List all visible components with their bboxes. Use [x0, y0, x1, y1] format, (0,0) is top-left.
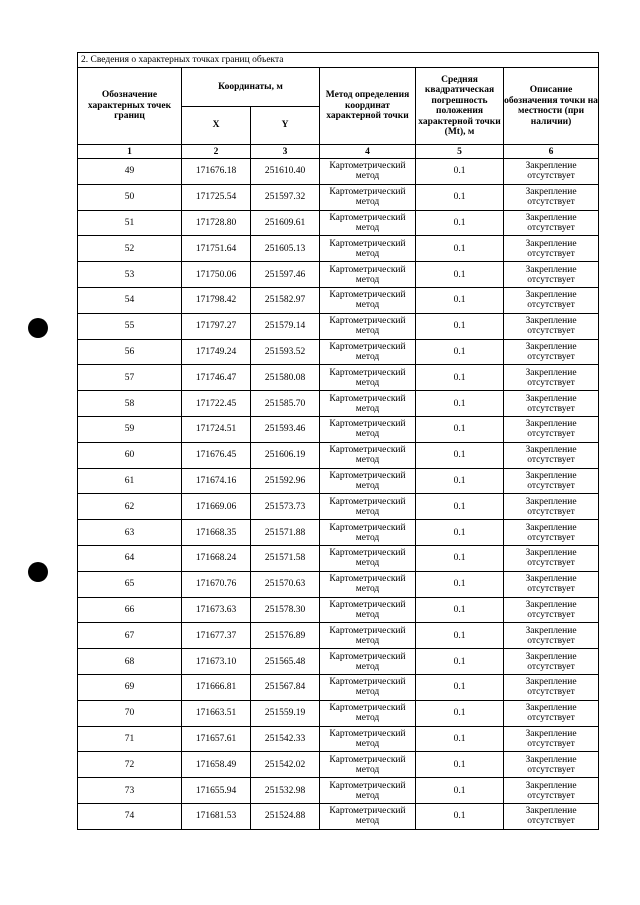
error-cell: 0.1: [416, 236, 504, 262]
x-coordinate-cell: 171749.24: [182, 339, 251, 365]
x-coordinate-cell: 171724.51: [182, 416, 251, 442]
table-row: [78, 210, 599, 236]
method-cell: Картометрический метод: [320, 520, 416, 546]
x-coordinate-cell: 171676.18: [182, 159, 251, 185]
point-id-cell: 66: [78, 597, 182, 623]
table-row: [78, 623, 599, 649]
description-cell: Закрепление отсутствует: [504, 803, 599, 829]
error-cell: 0.1: [416, 778, 504, 804]
description-cell: Закрепление отсутствует: [504, 339, 599, 365]
error-cell: 0.1: [416, 494, 504, 520]
x-coordinate-cell: 171746.47: [182, 365, 251, 391]
description-cell: Закрепление отсутствует: [504, 623, 599, 649]
column-number: 5: [416, 145, 504, 159]
point-id-cell: 53: [78, 262, 182, 288]
table-row: [78, 339, 599, 365]
header-x: X: [182, 107, 251, 145]
point-id-cell: 74: [78, 803, 182, 829]
point-id-cell: 59: [78, 416, 182, 442]
point-id-cell: 64: [78, 545, 182, 571]
description-cell: Закрепление отсутствует: [504, 571, 599, 597]
method-cell: Картометрический метод: [320, 468, 416, 494]
y-coordinate-cell: 251567.84: [251, 674, 320, 700]
error-cell: 0.1: [416, 545, 504, 571]
x-coordinate-cell: 171655.94: [182, 778, 251, 804]
header-description: Описание обозначения точки на местности (при наличии): [504, 68, 599, 145]
error-cell: 0.1: [416, 391, 504, 417]
table-row: [78, 597, 599, 623]
x-coordinate-cell: 171674.16: [182, 468, 251, 494]
description-cell: Закрепление отсутствует: [504, 416, 599, 442]
description-cell: Закрепление отсутствует: [504, 468, 599, 494]
method-cell: Картометрический метод: [320, 236, 416, 262]
method-cell: Картометрический метод: [320, 700, 416, 726]
method-cell: Картометрический метод: [320, 597, 416, 623]
point-id-cell: 67: [78, 623, 182, 649]
table-row: [78, 391, 599, 417]
point-id-cell: 70: [78, 700, 182, 726]
point-id-cell: 49: [78, 159, 182, 185]
y-coordinate-cell: 251565.48: [251, 649, 320, 675]
error-cell: 0.1: [416, 184, 504, 210]
header-error: Средняя квадратическая погрешность положения характерной точки (Mt), м: [416, 68, 504, 145]
error-cell: 0.1: [416, 468, 504, 494]
description-cell: Закрепление отсутствует: [504, 159, 599, 185]
error-cell: 0.1: [416, 313, 504, 339]
x-coordinate-cell: 171750.06: [182, 262, 251, 288]
x-coordinate-cell: 171663.51: [182, 700, 251, 726]
boundary-points-table: [77, 52, 599, 830]
method-cell: Картометрический метод: [320, 726, 416, 752]
y-coordinate-cell: 251576.89: [251, 623, 320, 649]
error-cell: 0.1: [416, 159, 504, 185]
y-coordinate-cell: 251592.96: [251, 468, 320, 494]
description-cell: Закрепление отсутствует: [504, 726, 599, 752]
description-cell: Закрепление отсутствует: [504, 649, 599, 675]
punch-hole: [28, 562, 48, 582]
y-coordinate-cell: 251597.32: [251, 184, 320, 210]
y-coordinate-cell: 251606.19: [251, 442, 320, 468]
x-coordinate-cell: 171669.06: [182, 494, 251, 520]
y-coordinate-cell: 251609.61: [251, 210, 320, 236]
method-cell: Картометрический метод: [320, 623, 416, 649]
y-coordinate-cell: 251610.40: [251, 159, 320, 185]
column-number: 3: [251, 145, 320, 159]
point-id-cell: 50: [78, 184, 182, 210]
table-row: [78, 365, 599, 391]
method-cell: Картометрический метод: [320, 649, 416, 675]
method-cell: Картометрический метод: [320, 262, 416, 288]
method-cell: Картометрический метод: [320, 365, 416, 391]
error-cell: 0.1: [416, 416, 504, 442]
method-cell: Картометрический метод: [320, 287, 416, 313]
x-coordinate-cell: 171681.53: [182, 803, 251, 829]
table-row: [78, 803, 599, 829]
error-cell: 0.1: [416, 803, 504, 829]
description-cell: Закрепление отсутствует: [504, 287, 599, 313]
y-coordinate-cell: 251570.63: [251, 571, 320, 597]
error-cell: 0.1: [416, 287, 504, 313]
description-cell: Закрепление отсутствует: [504, 700, 599, 726]
point-id-cell: 51: [78, 210, 182, 236]
section-title: 2. Сведения о характерных точках границ объекта: [78, 53, 599, 68]
error-cell: 0.1: [416, 674, 504, 700]
table-row: [78, 649, 599, 675]
error-cell: 0.1: [416, 210, 504, 236]
column-number: 4: [320, 145, 416, 159]
description-cell: Закрепление отсутствует: [504, 778, 599, 804]
point-id-cell: 73: [78, 778, 182, 804]
header-point-name: Обозначение характерных точек границ: [78, 68, 182, 145]
header-y: Y: [251, 107, 320, 145]
point-id-cell: 57: [78, 365, 182, 391]
description-cell: Закрепление отсутствует: [504, 184, 599, 210]
point-id-cell: 63: [78, 520, 182, 546]
point-id-cell: 62: [78, 494, 182, 520]
y-coordinate-cell: 251578.30: [251, 597, 320, 623]
y-coordinate-cell: 251593.46: [251, 416, 320, 442]
error-cell: 0.1: [416, 700, 504, 726]
description-cell: Закрепление отсутствует: [504, 520, 599, 546]
document-page: [77, 52, 598, 830]
table-row: [78, 159, 599, 185]
description-cell: Закрепление отсутствует: [504, 494, 599, 520]
table-row: [78, 313, 599, 339]
table-row: [78, 778, 599, 804]
point-id-cell: 52: [78, 236, 182, 262]
error-cell: 0.1: [416, 571, 504, 597]
y-coordinate-cell: 251605.13: [251, 236, 320, 262]
method-cell: Картометрический метод: [320, 803, 416, 829]
table-row: [78, 287, 599, 313]
error-cell: 0.1: [416, 442, 504, 468]
x-coordinate-cell: 171677.37: [182, 623, 251, 649]
header-coordinates: Координаты, м: [182, 68, 320, 107]
method-cell: Картометрический метод: [320, 442, 416, 468]
method-cell: Картометрический метод: [320, 752, 416, 778]
method-cell: Картометрический метод: [320, 674, 416, 700]
description-cell: Закрепление отсутствует: [504, 236, 599, 262]
description-cell: Закрепление отсутствует: [504, 391, 599, 417]
column-number: 6: [504, 145, 599, 159]
description-cell: Закрепление отсутствует: [504, 442, 599, 468]
punch-hole: [28, 318, 48, 338]
y-coordinate-cell: 251532.98: [251, 778, 320, 804]
x-coordinate-cell: 171728.80: [182, 210, 251, 236]
table-row: [78, 752, 599, 778]
description-cell: Закрепление отсутствует: [504, 674, 599, 700]
table-row: [78, 674, 599, 700]
error-cell: 0.1: [416, 752, 504, 778]
point-id-cell: 69: [78, 674, 182, 700]
x-coordinate-cell: 171798.42: [182, 287, 251, 313]
point-id-cell: 68: [78, 649, 182, 675]
table-row: [78, 520, 599, 546]
description-cell: Закрепление отсутствует: [504, 597, 599, 623]
table-row: [78, 545, 599, 571]
point-id-cell: 71: [78, 726, 182, 752]
table-row: [78, 442, 599, 468]
y-coordinate-cell: 251593.52: [251, 339, 320, 365]
description-cell: Закрепление отсутствует: [504, 262, 599, 288]
table-row: [78, 416, 599, 442]
point-id-cell: 72: [78, 752, 182, 778]
error-cell: 0.1: [416, 597, 504, 623]
error-cell: 0.1: [416, 339, 504, 365]
point-id-cell: 54: [78, 287, 182, 313]
table-row: [78, 262, 599, 288]
y-coordinate-cell: 251542.02: [251, 752, 320, 778]
table-row: [78, 571, 599, 597]
x-coordinate-cell: 171722.45: [182, 391, 251, 417]
x-coordinate-cell: 171725.54: [182, 184, 251, 210]
x-coordinate-cell: 171676.45: [182, 442, 251, 468]
error-cell: 0.1: [416, 520, 504, 546]
description-cell: Закрепление отсутствует: [504, 365, 599, 391]
error-cell: 0.1: [416, 726, 504, 752]
table-row: [78, 468, 599, 494]
x-coordinate-cell: 171658.49: [182, 752, 251, 778]
method-cell: Картометрический метод: [320, 391, 416, 417]
method-cell: Картометрический метод: [320, 184, 416, 210]
description-cell: Закрепление отсутствует: [504, 545, 599, 571]
table-row: [78, 700, 599, 726]
y-coordinate-cell: 251524.88: [251, 803, 320, 829]
description-cell: Закрепление отсутствует: [504, 210, 599, 236]
y-coordinate-cell: 251580.08: [251, 365, 320, 391]
method-cell: Картометрический метод: [320, 545, 416, 571]
x-coordinate-cell: 171673.10: [182, 649, 251, 675]
header-method: Метод определения координат характерной точки: [320, 68, 416, 145]
table-row: [78, 494, 599, 520]
y-coordinate-cell: 251597.46: [251, 262, 320, 288]
error-cell: 0.1: [416, 262, 504, 288]
column-number: 1: [78, 145, 182, 159]
y-coordinate-cell: 251542.33: [251, 726, 320, 752]
error-cell: 0.1: [416, 623, 504, 649]
point-id-cell: 56: [78, 339, 182, 365]
description-cell: Закрепление отсутствует: [504, 752, 599, 778]
y-coordinate-cell: 251579.14: [251, 313, 320, 339]
table-row: [78, 726, 599, 752]
y-coordinate-cell: 251585.70: [251, 391, 320, 417]
error-cell: 0.1: [416, 649, 504, 675]
table-row: [78, 184, 599, 210]
method-cell: Картометрический метод: [320, 571, 416, 597]
x-coordinate-cell: 171751.64: [182, 236, 251, 262]
x-coordinate-cell: 171668.24: [182, 545, 251, 571]
x-coordinate-cell: 171670.76: [182, 571, 251, 597]
x-coordinate-cell: 171797.27: [182, 313, 251, 339]
point-id-cell: 61: [78, 468, 182, 494]
x-coordinate-cell: 171673.63: [182, 597, 251, 623]
point-id-cell: 58: [78, 391, 182, 417]
method-cell: Картометрический метод: [320, 339, 416, 365]
x-coordinate-cell: 171668.35: [182, 520, 251, 546]
method-cell: Картометрический метод: [320, 210, 416, 236]
y-coordinate-cell: 251582.97: [251, 287, 320, 313]
method-cell: Картометрический метод: [320, 159, 416, 185]
column-number: 2: [182, 145, 251, 159]
method-cell: Картометрический метод: [320, 494, 416, 520]
point-id-cell: 55: [78, 313, 182, 339]
y-coordinate-cell: 251571.88: [251, 520, 320, 546]
method-cell: Картометрический метод: [320, 416, 416, 442]
table-row: [78, 236, 599, 262]
error-cell: 0.1: [416, 365, 504, 391]
y-coordinate-cell: 251573.73: [251, 494, 320, 520]
y-coordinate-cell: 251559.19: [251, 700, 320, 726]
description-cell: Закрепление отсутствует: [504, 313, 599, 339]
x-coordinate-cell: 171666.81: [182, 674, 251, 700]
point-id-cell: 65: [78, 571, 182, 597]
method-cell: Картометрический метод: [320, 778, 416, 804]
point-id-cell: 60: [78, 442, 182, 468]
y-coordinate-cell: 251571.58: [251, 545, 320, 571]
x-coordinate-cell: 171657.61: [182, 726, 251, 752]
method-cell: Картометрический метод: [320, 313, 416, 339]
